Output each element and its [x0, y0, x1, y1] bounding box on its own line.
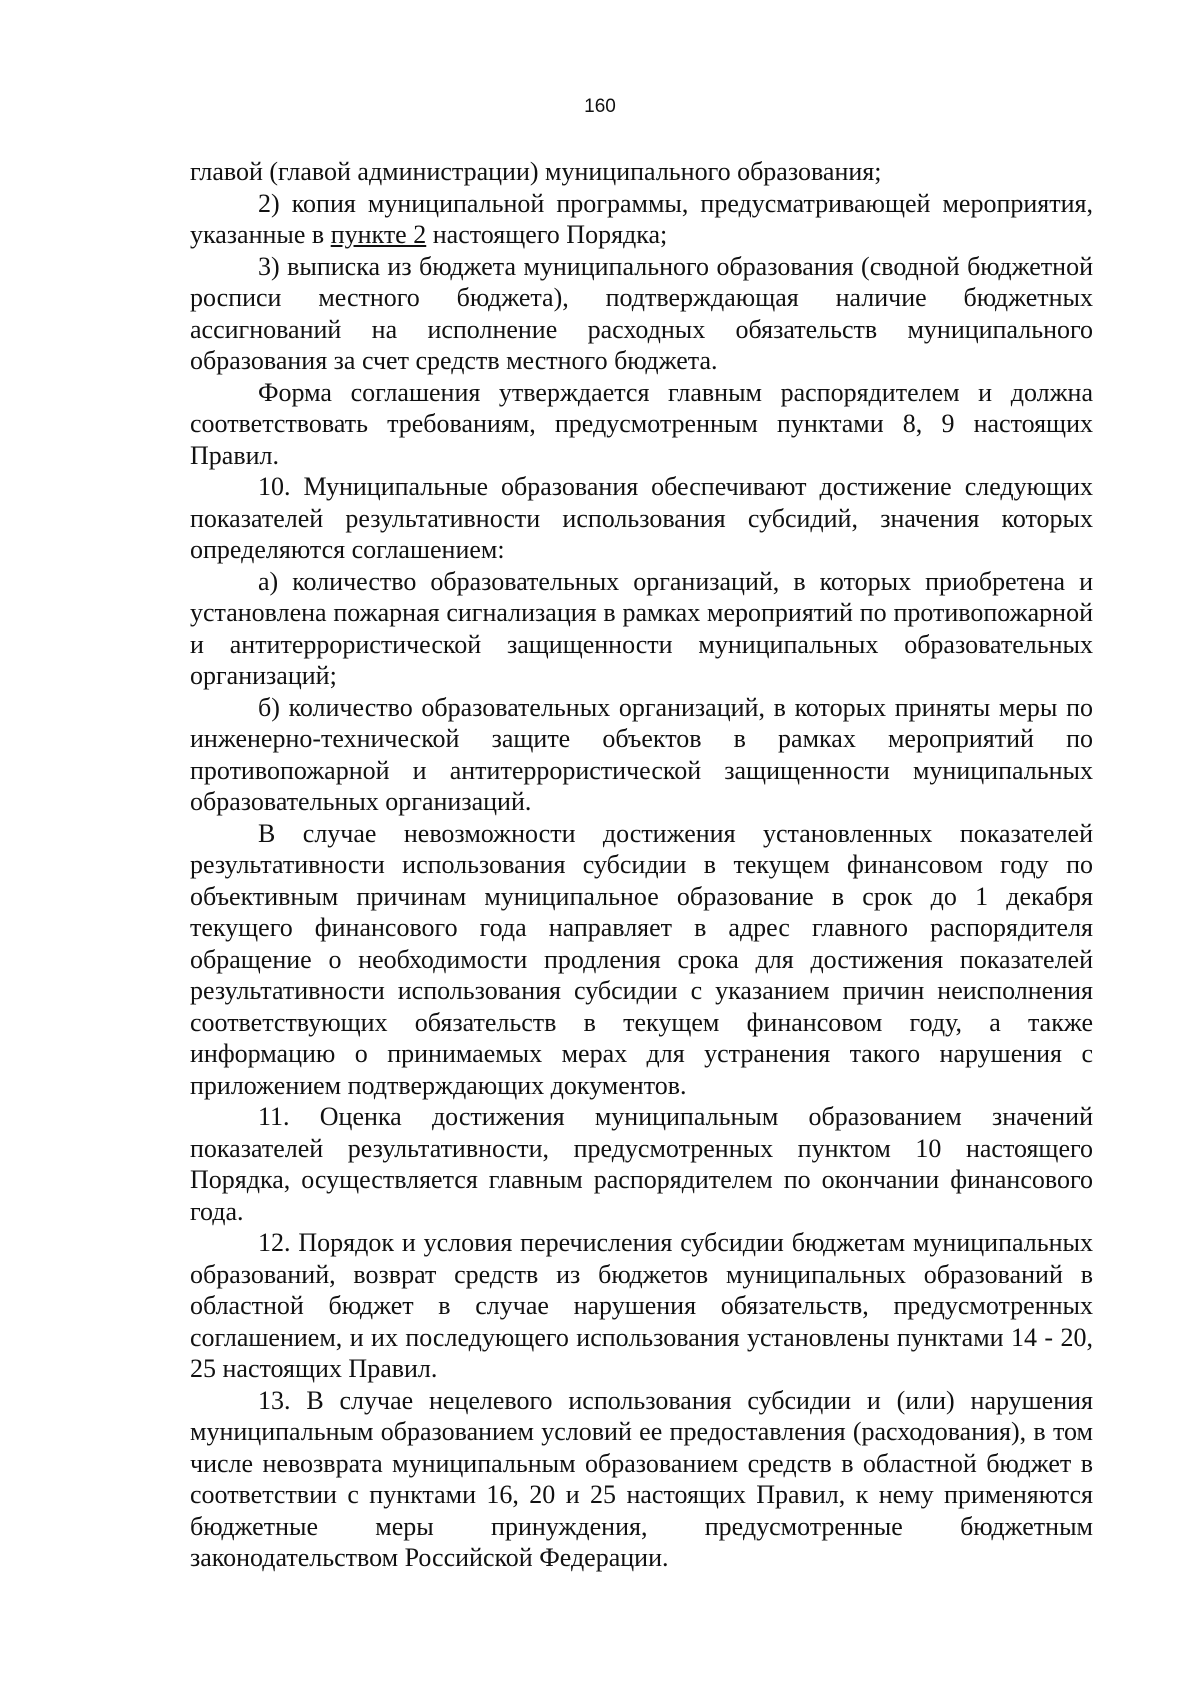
point-2-link[interactable]: пункте 2: [330, 220, 427, 249]
paragraph-text: В случае невозможности достижения установленных показателей результативности использования субсидии в текущем финансовом году по объективным причинам муниципальное образование в срок до 1 декабря текущего финансового года направляет в адрес главного распорядителя обращение о необходимости продления срока для достижения показателей результативности использования субсидии с указанием причин неисполнения соответствующих обязательств в текущем финансовом году, а также информацию о принимаемых мерах для устранения такого нарушения с приложением подтверждающих документов.: [190, 818, 1093, 1100]
paragraph-text: 10. Муниципальные образования обеспечивают достижение следующих показателей результативности использования субсидий, значения которых определяются соглашением:: [190, 472, 1093, 564]
paragraph-text-after-link: настоящего Порядка;: [426, 220, 668, 249]
paragraph-section-11: [190, 1101, 1093, 1227]
paragraph-section-12: [190, 1227, 1093, 1385]
paragraph-text: 3) выписка из бюджета муниципального образования (сводной бюджетной росписи местного бюджета), подтверждающая наличие бюджетных ассигнований на исполнение расходных обязательств муниципального образования за счет средств местного бюджета.: [190, 251, 1093, 375]
paragraph-text: б) количество образовательных организаций, в которых приняты меры по инженерно-технической защите объектов в рамках мероприятий по противопожарной и антитеррористической защищенности муниципальных образовательных организаций.: [190, 692, 1093, 816]
document-body: [190, 156, 1093, 1574]
paragraph-text: 2) копия муниципальной программы, предусматривающей мероприятия, указанные в: [190, 188, 1093, 249]
paragraph-item-b: [190, 692, 1093, 818]
paragraph-text: 12. Порядок и условия перечисления субсидии бюджетам муниципальных образований, возврат средств из бюджетов муниципальных образований в областной бюджет в случае нарушения обязательств, предусмотренных соглашением, и их последующего использования установлены пунктами 14 - 20, 25 настоящих Правил.: [190, 1228, 1093, 1383]
paragraph-item-a: [190, 566, 1093, 692]
paragraph-impossibility-case: [190, 818, 1093, 1102]
paragraph-text: а) количество образовательных организаций, в которых приобретена и установлена пожарная сигнализация в рамках мероприятий по противопожарной и антитеррористической защищенности муниципальных образовательных организаций;: [190, 566, 1093, 690]
paragraph-text: 11. Оценка достижения муниципальным образованием значений показателей результативности, предусмотренных пунктом 10 настоящего Порядка, осуществляется главным распорядителем по окончании финансового года.: [190, 1102, 1093, 1226]
paragraph-text: 13. В случае нецелевого использования субсидии и (или) нарушения муниципальным образованием условий ее предоставления (расходования), в том числе невозврата муниципальным образованием средств в областной бюджет в соответствии с пунктами 16, 20 и 25 настоящих Правил, к нему применяются бюджетные меры принуждения, предусмотренные бюджетным законодательством Российской Федерации.: [190, 1385, 1093, 1572]
page-number: 160: [584, 96, 616, 117]
paragraph-section-13: [190, 1385, 1093, 1574]
paragraph-text: главой (главой администрации) муниципального образования;: [190, 157, 882, 186]
paragraph-agreement-form: [190, 377, 1093, 472]
paragraph-item-3: [190, 251, 1093, 377]
paragraph-text: Форма соглашения утверждается главным распорядителем и должна соответствовать требованиям, предусмотренным пунктами 8, 9 настоящих Правил.: [190, 377, 1093, 470]
paragraph-item-2: [190, 188, 1093, 251]
paragraph-continuation: [190, 156, 1093, 188]
paragraph-section-10: [190, 471, 1093, 566]
